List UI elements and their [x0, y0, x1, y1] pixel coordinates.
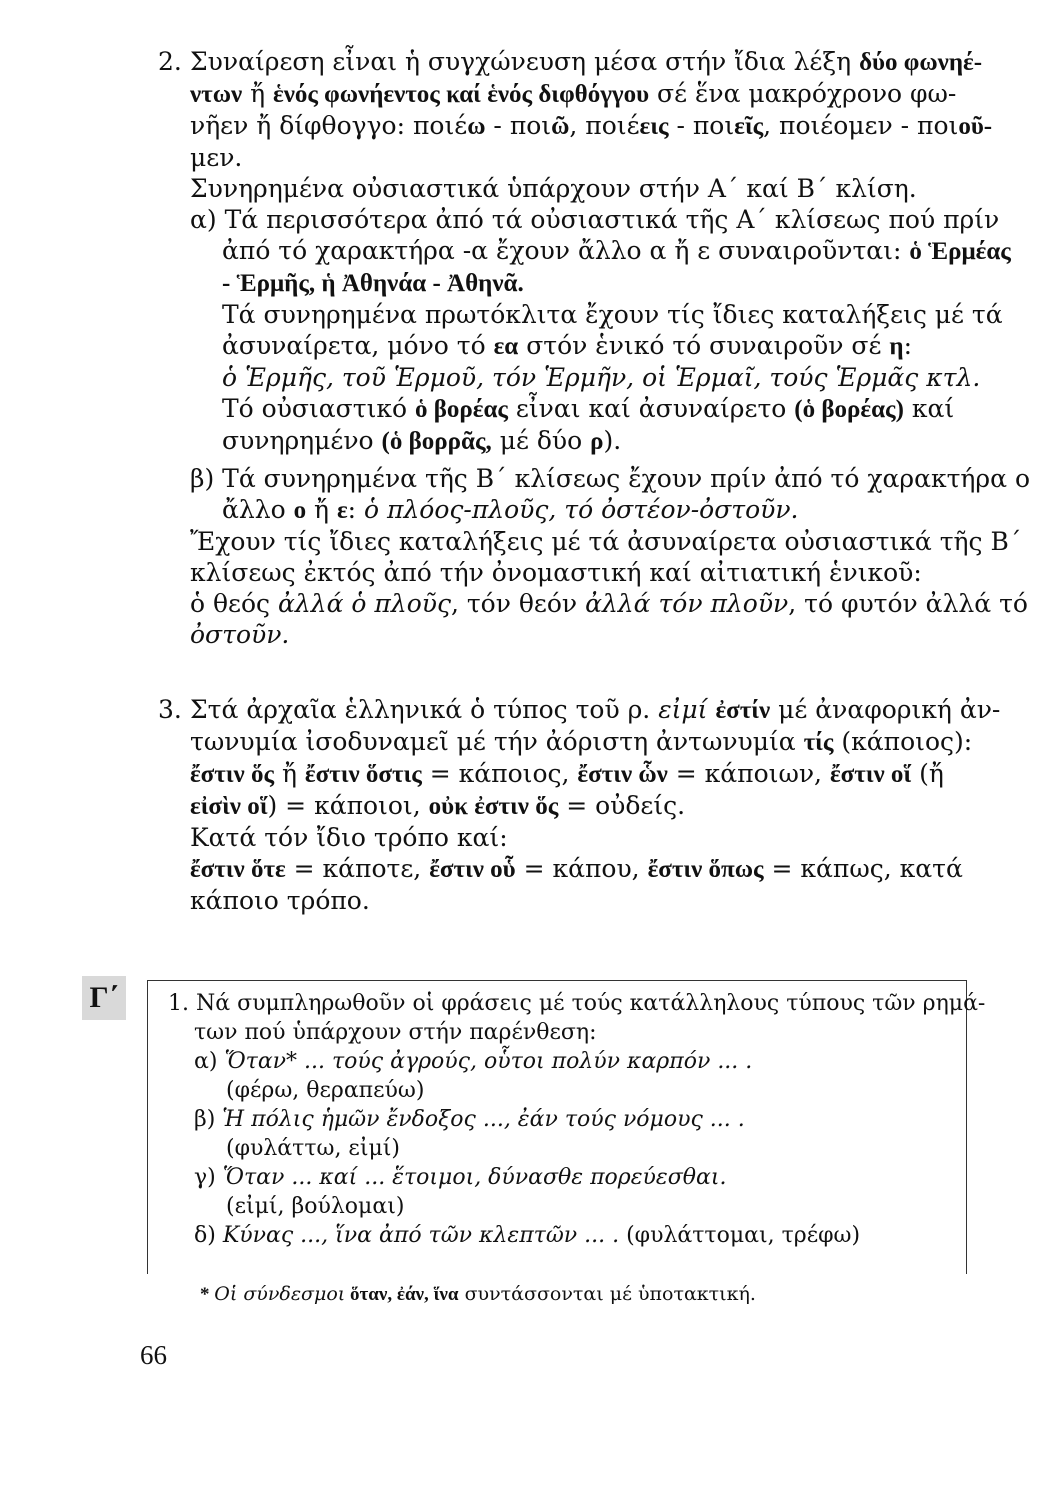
footnote: [200, 1282, 756, 1307]
s2-line-2: [190, 78, 988, 110]
section-3-number: 3.: [158, 695, 182, 724]
exercise-g-line-2: (εἰμί, βούλομαι): [226, 1194, 405, 1219]
s2-line-3: [190, 110, 993, 142]
s2-text: ἤ: [242, 79, 274, 108]
s2-bold: (ὁ βορέας): [794, 396, 904, 423]
s3-bold: ἔστιν ὅς: [190, 761, 275, 788]
s3-text: = κάπου,: [515, 854, 648, 883]
s3-line-1: [190, 694, 1001, 726]
s3-bold: ἐστίν: [715, 697, 771, 724]
s2-bold: οῦ-: [958, 113, 993, 140]
s2-text: εἶναι καί ἀσυναίρετο: [507, 394, 795, 423]
ex-italic: Ὅταν ... καί ... ἕτοιμοι, δύνασθε πορεύεσθαι.: [222, 1165, 727, 1190]
s2-bold: ῶ: [551, 113, 570, 140]
s2-bold: ὁ Ἑρμέας: [909, 238, 1011, 265]
exercise-a-line-2: (φέρω, θεραπεύω): [226, 1078, 425, 1103]
s3-text: = κάποιος,: [421, 759, 578, 788]
s2-bold: εα: [493, 333, 519, 360]
s2-b-line-5: [190, 588, 1028, 619]
s2-text: - ποι: [668, 111, 735, 140]
exercise-line-1: 1. Νά συμπληρωθοῦν οἱ φράσεις μέ τούς κατάλληλους τύπους τῶν ρημά-: [168, 991, 986, 1016]
s3-bold: ἔστιν ὅτε: [190, 856, 286, 883]
footnote-bold: ὅταν, ἐάν, ἵνα: [345, 1284, 459, 1305]
s3-italic: εἰμί: [658, 695, 708, 724]
exercise-g-line-1: [194, 1163, 966, 1192]
s2-text: ἄλλο: [222, 495, 294, 524]
s3-text: τωνυμία ἰσοδυναμεῖ μέ τήν ἀόριστη ἀντωνυμία: [190, 727, 804, 756]
s3-text: = κάπως, κατά: [763, 854, 963, 883]
s2-bold: εῖς: [734, 113, 764, 140]
s2-text: ἤ: [306, 495, 337, 524]
s3-bold: οὐκ ἐστιν ὅς: [428, 793, 559, 820]
s2-text: σέ ἕνα μακρόχρονο φω-: [649, 79, 957, 108]
s2-text: ὁ θεός: [190, 589, 279, 618]
exercise-line-2: των πού ὑπάρχουν στήν παρένθεση:: [194, 1020, 597, 1045]
s2-text: συνηρημένο: [222, 426, 382, 455]
s2-text: :: [347, 495, 365, 524]
s2-text: ἀσυναίρετα, μόνο τό: [222, 331, 494, 360]
s2-text: , ποιέ: [569, 111, 640, 140]
s2-bold: ε: [336, 497, 348, 524]
s3-bold: εἰσὶν οἵ: [190, 793, 268, 820]
exercise-box: [147, 980, 986, 1274]
section-2: [158, 46, 1030, 650]
s2-a-line-7: [222, 393, 988, 425]
s2-b-line-2: [222, 494, 988, 526]
s2-bold: ὁ βορέας: [415, 396, 508, 423]
s3-text: = οὐδείς.: [558, 791, 686, 820]
footnote-star: *: [200, 1284, 215, 1305]
s3-line-3: [190, 758, 988, 790]
s2-text: Τό οὐσιαστικό: [222, 394, 415, 423]
s3-line-4: [190, 790, 988, 822]
s2-text: ἀπό τό χαρακτήρα -α ἔχουν ἄλλο α ἤ ε συναιροῦνται:: [222, 236, 910, 265]
s3-text: ἤ: [274, 759, 305, 788]
s2-italic: ὁ Ἑρμῆς, τοῦ Ἑρμοῦ, τόν Ἑρμῆν, οἱ Ἑρμαῖ, τούς Ἑρμᾶς κτλ.: [222, 363, 981, 392]
section-3: [158, 694, 1001, 916]
ex-italic: Ἡ πόλις ἡμῶν ἔνδοξος ..., ἐάν τούς νόμους ... .: [222, 1107, 745, 1132]
ex-italic: Κύνας ..., ἵνα ἀπό τῶν κλεπτῶν ... .: [222, 1223, 620, 1248]
s3-line-2: [190, 726, 988, 758]
s2-bold: - Ἑρμῆς, ἡ Ἀθηνάα - Ἀθηνᾶ.: [222, 270, 524, 297]
s2-line-1: [190, 46, 988, 78]
s2-line-5: Συνηρημένα οὐσιαστικά ὑπάρχουν στήν Α΄ καί Β΄ κλίση.: [190, 174, 917, 203]
s3-bold: ἔστιν ὅστις: [304, 761, 422, 788]
s2-bold: δύο φωνηέ-: [859, 49, 983, 76]
s3-bold: ἔστιν ὧν: [577, 761, 668, 788]
ex-italic: ... τούς ἀγρούς, οὗτοι πολύν καρπόν ... .: [297, 1049, 753, 1074]
s2-a-line-1: α) Τά περισσότερα ἀπό τά οὐσιαστικά τῆς Α΄ κλίσεως πού πρίν: [190, 205, 1000, 234]
section-2-body: [190, 46, 1030, 650]
s2-b-line-1: β) Τά συνηρημένα τῆς Β΄ κλίσεως ἔχουν πρίν ἀπό τό χαρακτήρα ο: [190, 464, 1030, 493]
section-gamma-marker: Γ΄: [82, 976, 126, 1020]
page-number: 66: [140, 1340, 167, 1370]
exercise-a-line-1: [194, 1047, 966, 1076]
s3-bold: ἔστιν οἵ: [829, 761, 912, 788]
s2-italic: ἀλλά τόν πλοῦν: [585, 589, 789, 618]
s3-bold: ἔστιν ὅπως: [647, 856, 764, 883]
s3-text: μέ ἀναφορική ἀν-: [770, 695, 1001, 724]
footnote-text: συντάσσονται μέ ὑποτακτική.: [458, 1283, 756, 1305]
s3-text: = κάποτε,: [285, 854, 430, 883]
ex-italic: Ὅταν*: [224, 1049, 298, 1074]
s2-italic: ὁ πλόος-πλοῦς, τό ὀστέον-ὀστοῦν.: [364, 495, 799, 524]
ex-text: (φυλάττομαι, τρέφω): [619, 1223, 861, 1248]
s2-b-line-3: Ἔχουν τίς ἴδιες καταλήξεις μέ τά ἀσυναίρετα οὐσιαστικά τῆς Β΄: [190, 527, 1022, 556]
s2-bold: ντων: [190, 81, 243, 108]
s2-text: , τόν θεόν: [450, 589, 586, 618]
exercise-b-line-2: (φυλάττω, εἰμί): [226, 1136, 400, 1161]
ex-text: γ): [194, 1165, 223, 1190]
s2-text: ).: [603, 426, 622, 455]
s3-text: Στά ἀρχαῖα ἑλληνικά ὁ τύπος τοῦ ρ.: [190, 695, 659, 724]
s3-text: (ἤ: [911, 759, 944, 788]
section-2-number: 2.: [158, 47, 182, 76]
s2-b-line-6: [190, 619, 988, 650]
s2-a-line-3: [222, 267, 988, 299]
s2-text: στόν ἑνικό τό συναιροῦν σέ: [518, 331, 890, 360]
s2-text: καί: [903, 394, 955, 423]
ex-text: δ): [194, 1223, 223, 1248]
s2-bold: εις: [639, 113, 669, 140]
s2-bold: ω: [467, 113, 486, 140]
s3-bold: ἔστιν οὗ: [429, 856, 516, 883]
s2-text: - ποι: [485, 111, 552, 140]
s2-bold: (ὁ βορρᾶς,: [381, 428, 492, 455]
s2-a-line-2: [222, 235, 1011, 267]
s2-italic: ὀστοῦν.: [190, 620, 290, 649]
s2-text: :: [903, 331, 912, 360]
s2-italic: ἀλλά ὁ πλοῦς: [278, 589, 451, 618]
s2-a-line-8: [222, 425, 988, 457]
ex-text: α): [194, 1049, 225, 1074]
exercise-b-line-1: [194, 1105, 966, 1134]
section-3-body: [190, 694, 1001, 916]
s3-bold: τίς: [803, 729, 834, 756]
s2-a-line-6: [222, 362, 988, 393]
exercise-d-line-1: [194, 1221, 966, 1250]
s2-bold: ἑνός φωνήεντος καί ἑνός διφθόγγου: [273, 81, 650, 108]
s3-text: (κάποιος):: [833, 727, 973, 756]
s3-text: ) = κάποιοι,: [267, 791, 429, 820]
s2-bold: ο: [293, 497, 307, 524]
s2-a-line-5: [222, 330, 988, 362]
s3-text: = κάποιων,: [667, 759, 830, 788]
s2-text: μέ δύο: [491, 426, 591, 455]
s2-text: , ποιέομεν - ποι: [763, 111, 959, 140]
s2-bold: η: [889, 333, 904, 360]
s2-text: , τό φυτόν ἀλλά τό: [788, 589, 1028, 618]
s3-line-5: Κατά τόν ἴδιο τρόπο καί:: [190, 823, 508, 852]
s2-text: νῆεν ἤ δίφθογγο: ποιέ: [190, 111, 468, 140]
s2-text: Συναίρεση εἶναι ἡ συγχώνευση μέσα στήν ἴδια λέξη: [190, 47, 860, 76]
footnote-italic: Οἱ σύνδεσμοι: [214, 1283, 346, 1305]
s2-line-4: μεν.: [190, 143, 243, 172]
s2-bold: ρ: [590, 428, 604, 455]
s2-b-line-4: κλίσεως ἐκτός ἀπό τήν ὀνομαστική καί αἰτιατική ἑνικοῦ:: [190, 558, 922, 587]
s3-line-7: κάποιο τρόπο.: [190, 886, 370, 915]
s3-line-6: [190, 853, 988, 885]
s2-a-line-4: Τά συνηρημένα πρωτόκλιτα ἔχουν τίς ἴδιες καταλήξεις μέ τά: [222, 300, 1003, 329]
ex-text: β): [194, 1107, 223, 1132]
